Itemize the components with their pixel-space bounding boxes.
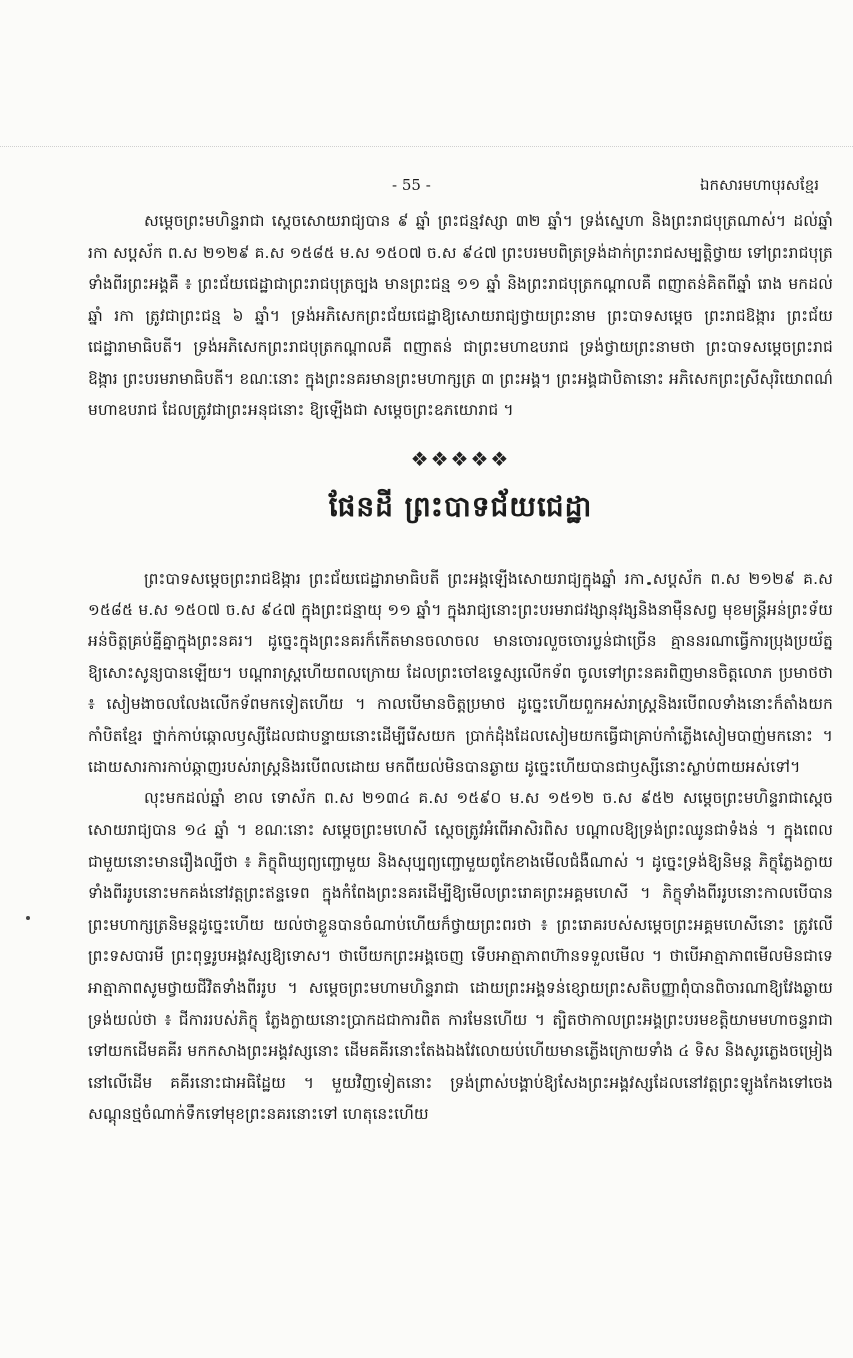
- chapter-title: ផែនដី ព្រះបាទជ័យជេដ្ឋា: [328, 489, 593, 523]
- paragraph: សម្តេចព្រះមហិន្ទរាជា ស្តេចសោយរាជ្យបាន ៩ ឆ្នាំ ព្រះជន្មវស្សា ៣២ ឆ្នាំ។ ទ្រង់ស្នេហា និងព្រះរាជបុត្រណាស់។ ដល់ឆ្នាំ រកា សប្តស័ក ព.ស ២១២៩ គ.ស ១៥៨៥ ម.ស ១៥០៧ ច.ស ៩៤៧ ព្រះបរមបពិត្រទ្រង់ដាក់ព្រះរាជសម្បត្តិថ្វាយ ទៅព្រះរាជបុត្រទាំងពីរព្រះអង្គគឺ ៖ ព្រះជ័យជេដ្ឋាជាព្រះរាជបុត្រច្បង មានព្រះជន្ម ១១ ឆ្នាំ និងព្រះរាជបុត្រកណ្តាលគឺ ពញាតន់គិតពីឆ្នាំ រោង មកដល់ឆ្នាំ រកា ត្រូវជាព្រះជន្ម ៦ ឆ្នាំ។ ទ្រង់អភិសេកព្រះជ័យជេដ្ឋាឱ្យសោយរាជ្យថ្វាយព្រះនាម ព្រះបាទសម្តេច ព្រះរាជឱង្ការ ព្រះជ័យជេដ្ឋារាមាធិបតី។ ទ្រង់អភិសេកព្រះរាជបុត្រកណ្តាលគឺ ពញាតន់ ជាព្រះមហាឧបរាជ ទ្រង់ថ្វាយព្រះនាមថា ព្រះបាទសម្តេចព្រះរាជឱង្ការ ព្រះបរមរាមាធិបតី។ ខណៈនោះ ក្នុងព្រះនគរមានព្រះមហាក្សត្រ ៣ ព្រះអង្គ។ ព្រះអង្គជាបិតានោះ អភិសេកព្រះស្រីសុរិយោពណ៌ មហាឧបរាជ ដែលត្រូវជាព្រះអនុជនោះ ឱ្យឡើងជា សម្តេចព្រះឧភយោរាជ ។: [88, 212, 833, 419]
- scan-speck: [26, 916, 30, 920]
- section-ornament: ❖❖❖❖❖: [410, 446, 511, 471]
- scan-fold-line: [0, 146, 853, 147]
- page-content: [88, 206, 833, 1131]
- page-header: [0, 176, 853, 200]
- page-number: - 55 -: [392, 176, 431, 194]
- running-head: ឯកសារមហាបុរសខ្មែរ: [699, 176, 819, 194]
- paragraph: លុះមកដល់ឆ្នាំ ខាល ទោស័ក ព.ស ២១៣៤ គ.ស ១៥៩០ ម.ស ១៥១២ ច.ស ៩៥២ សម្តេចព្រះមហិន្ទរាជាស្តេច សោយរាជ្យបាន ១៤ ឆ្នាំ ។ ខណៈនោះ សម្តេចព្រះមហេសី ស្តេចត្រូវអំពើអាសិរពិស បណ្តាលឱ្យទ្រង់ព្រះឈូនជាទំងន់ ។ ក្នុងពេលជាមួយនោះមានរឿងល្បីថា ៖ ភិក្ខុពិឃ្យព្យញ្ជោមួយ និងសុប្បព្យញ្ជោមួយពូកែខាងមើលជំងឺណាស់ ។ ដូច្នេះទ្រង់ឱ្យនិមន្ត ភិក្ខុភ្លែងក្លាយទាំងពីររូបនោះមកគង់នៅវត្តព្រះឥន្ទទេព ក្នុងកំពែងព្រះនគរដើម្បីឱ្យមើលព្រះរោគព្រះអគ្គមហេសី ។ ភិក្ខុទាំងពីររូបនោះកាលបើបាន ព្រះមហាក្សត្រនិមន្តដូច្នេះហើយ យល់ថាខ្លួនបានចំណាប់ហើយក៏ថ្វាយព្រះពរថា ៖ ព្រះរោគរបស់សម្តេចព្រះអគ្គមហេសីនោះ ត្រូវលើព្រះទសបារមី ព្រះពុទ្ធរូបអង្គវស្សឱ្យទោស។ ថាបើយកព្រះអង្គចេញ ទើបអាត្មាភាពហ៊ានទទួលមើល ។ ថាបើអាត្មាភាពមើលមិនជាទេ អាត្មាភាពសូមថ្វាយជីវិតទាំងពីររូប ។ សម្តេចព្រះមហាមហិន្ទរាជា ដោយព្រះអង្គទន់ខ្សោយព្រះសតិបញ្ញាពុំបានពិចារណាឱ្យវែងឆ្ងាយ ទ្រង់យល់ថា ៖ ជីការរបស់ភិក្ខុ ភ្លែងក្លាយនោះប្រាកដជាការពិត ការមែនហើយ ។ ត្បិតថាកាលព្រះអង្គព្រះបរមខត្តិយាមមហាចន្ទរាជា ទៅយកដើមគគីរ មកកសាងព្រះអង្គវស្សនោះ ដើមគគីរនោះតែងឯងវែលោយប់ហើយមានភ្លើងក្រោយទាំង ៤ ទិស និងសូរភ្លេងចម្រៀងនៅលើដើម គគីរនោះជាអធិដ្ឋែយ ។ មួយវិញទៀតនោះ ទ្រង់ព្រាស់បង្គាប់ឱ្យសែងព្រះអង្គវស្សដែលនៅវត្តព្រះឡូងកែងទៅចេង សណ្តុនថ្មចំណាក់ទឹកទៅមុខព្រះនគរនោះទៅ ហេតុនេះហើយ: [88, 789, 833, 1124]
- paragraph: ព្រះបាទសម្តេចព្រះរាជឱង្ការ ព្រះជ័យជេដ្ឋារាមាធិបតី ព្រះអង្គឡើងសោយរាជ្យក្នុងឆ្នាំ រកា សប្តស័ក ព.ស ២១២៩ គ.ស ១៥៨៥ ម.ស ១៥០៧ ច.ស ៩៤៧ ក្នុងព្រះជន្មាយុ ១១ ឆ្នាំ។ ក្នុងរាជ្យនោះព្រះបរមរាជវង្សានុវង្សនិងនាម៉ឺនសព្វ មុខមន្ត្រីអន់ព្រះទ័យ អន់ចិត្តគ្រប់គ្នីគ្នាក្នុងព្រះនគរ។ ដូច្នេះក្នុងព្រះនគរក៏កើតមានចលាចល មានចោរលួចចោរប្លន់ជាច្រើន គ្មាននរណាធ្វើការប្រុងប្រយ័ត្ន ឱ្យសោះសូន្យបានឡើយ។ បណ្តារាស្ត្រហើយពលក្រោយ ដែលព្រះចៅឧទ្ទេស្សលើកទ័ព ចូលទៅព្រះនគរពិញមានចិត្តលោភ ប្រមាថថា ៖ សៀមងាចលលែងលើកទ័ពមកទៀតហើយ ។ កាលបើមានចិត្តប្រមាថ ដូច្នេះហើយពួកអស់រាស្ត្រនិងរបើពលទាំងនោះក៏តាំងយកកាំបិតខ្មែរ ថ្នាក់កាប់ឆ្កោលឫស្សីដែលជាបន្ទាយនោះដើម្បីរើសយក ប្រាក់ដុំងដែលសៀមយកធ្វើជាគ្រាប់កាំភ្លើងសៀមបាញ់មកនោះ ។ ដោយសារការកាប់ឆ្កាញរបស់រាស្ត្រនិងរបើពលដោយ មកពីយល់មិនបានឆ្ងាយ ដូច្នេះហើយបានជាឫស្សីនោះស្លាប់ពាយអស់ទៅ។: [88, 569, 833, 776]
